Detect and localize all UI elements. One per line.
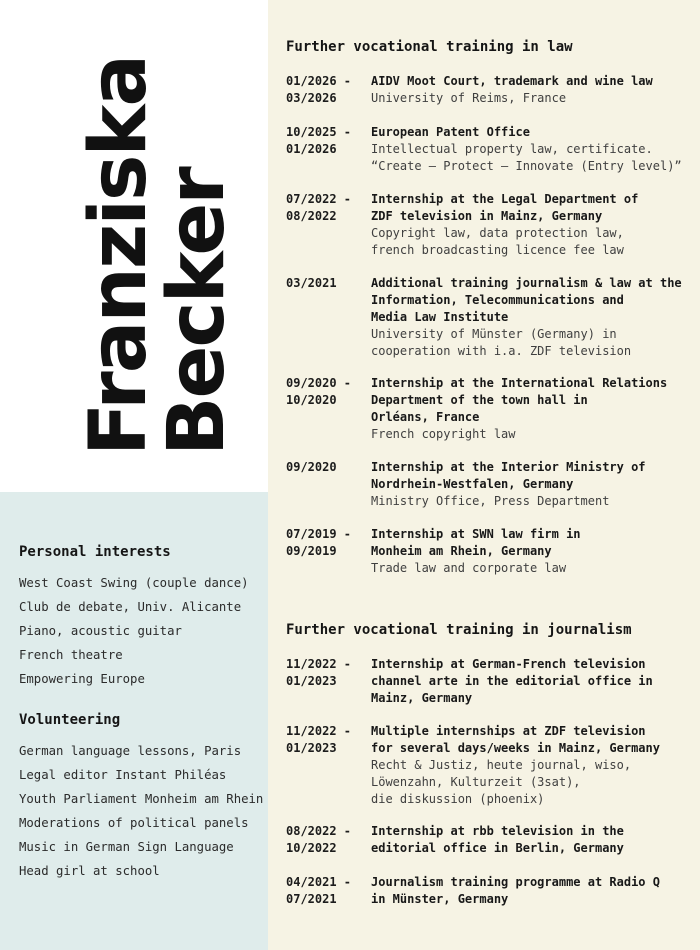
entry-title: Internship at the International Relations Department of the town hall in Orléans, France xyxy=(371,376,668,424)
entry-date: 09/2020 xyxy=(286,460,337,474)
entry-detail: Copyright law, data protection law, french broadcasting licence fee law xyxy=(371,226,624,257)
entry-date: 07/2019 - 09/2019 xyxy=(286,527,352,558)
entry-title: Journalism training programme at Radio Q in Münster, Germany xyxy=(371,875,660,906)
entry-title: AIDV Moot Court, trademark and wine law xyxy=(371,74,653,88)
entry-title: European Patent Office xyxy=(371,125,530,139)
entry-title: Additional training journalism & law at the Information, Telecommunications and Media Law Institute xyxy=(371,276,682,324)
volunteering-item: German language lessons, Paris xyxy=(19,744,242,758)
entry-title: Multiple internships at ZDF television for several days/weeks in Mainz, Germany xyxy=(371,724,660,755)
interest-item: Club de debate, Univ. Alicante xyxy=(19,600,242,614)
entry-date: 07/2022 - 08/2022 xyxy=(286,192,352,223)
journalism-section-heading: Further vocational training in journalism xyxy=(286,622,632,638)
volunteering-heading: Volunteering xyxy=(19,712,121,728)
entry-date: 01/2026 - 03/2026 xyxy=(286,74,352,105)
entry-detail: Recht & Justiz, heute journal, wiso, Löwenzahn, Kulturzeit (3sat), die diskussion (phoenix) xyxy=(371,758,632,806)
entry-title: Internship at the Interior Ministry of Nordrhein-Westfalen, Germany xyxy=(371,460,646,491)
volunteering-item: Head girl at school xyxy=(19,864,160,878)
personal-interests-section xyxy=(19,543,249,691)
last-name: Becker xyxy=(152,168,242,456)
entry-detail: University of Reims, France xyxy=(371,91,567,105)
interest-item: Piano, acoustic guitar xyxy=(19,624,182,638)
entry-detail: University of Münster (Germany) in cooperation with i.a. ZDF television xyxy=(371,327,632,358)
entry-date: 10/2025 - 01/2026 xyxy=(286,125,352,156)
entry-date: 03/2021 xyxy=(286,276,337,290)
entry-title: Internship at German-French television channel arte in the editorial office in Mainz, Germany xyxy=(371,657,653,705)
name-block xyxy=(0,0,268,492)
volunteering-item: Youth Parliament Monheim am Rhein xyxy=(19,792,264,806)
entry-title: Internship at the Legal Department of ZDF television in Mainz, Germany xyxy=(371,192,639,223)
law-section-heading: Further vocational training in law xyxy=(286,39,573,55)
volunteering-section xyxy=(19,711,263,883)
entry-detail: French copyright law xyxy=(371,427,516,441)
first-name: Franziska xyxy=(74,56,164,456)
volunteering-item: Moderations of political panels xyxy=(19,816,249,830)
entry-detail: Trade law and corporate law xyxy=(371,561,567,575)
volunteering-item: Legal editor Instant Philéas xyxy=(19,768,227,782)
interest-item: Empowering Europe xyxy=(19,672,145,686)
entry-date: 08/2022 - 10/2022 xyxy=(286,824,352,855)
interest-item: West Coast Swing (couple dance) xyxy=(19,576,249,590)
entry-detail: Ministry Office, Press Department xyxy=(371,494,610,508)
entry-date: 04/2021 - 07/2021 xyxy=(286,875,352,906)
entry-title: Internship at rbb television in the editorial office in Berlin, Germany xyxy=(371,824,624,855)
volunteering-item: Music in German Sign Language xyxy=(19,840,234,854)
entry-date: 09/2020 - 10/2020 xyxy=(286,376,352,407)
entry-detail: Intellectual property law, certificate. “Create – Protect – Innovate (Entry level)” xyxy=(371,142,682,173)
entry-date: 11/2022 - 01/2023 xyxy=(286,657,352,688)
interest-item: French theatre xyxy=(19,648,123,662)
entry-date: 11/2022 - 01/2023 xyxy=(286,724,352,755)
personal-interests-heading: Personal interests xyxy=(19,544,171,560)
entry-title: Internship at SWN law firm in Monheim am Rhein, Germany xyxy=(371,527,581,558)
